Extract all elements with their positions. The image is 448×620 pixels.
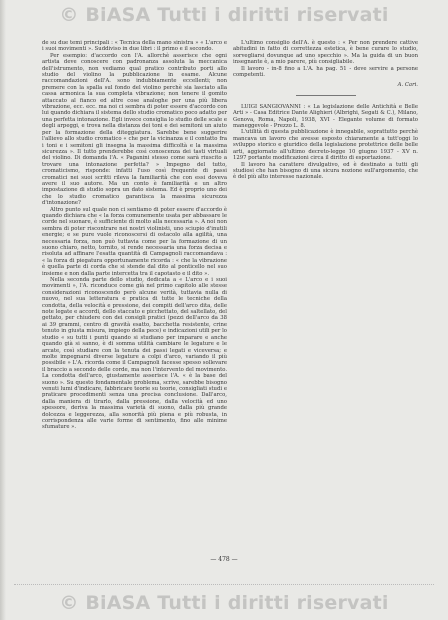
- watermark-bottom-text: © BiASA Tutti i diritti riservati: [59, 592, 389, 614]
- page-number: — 478 —: [210, 556, 238, 563]
- left-paragraph-1: de su due temi principali : « Tecnica della mano sinistra » « L'arco e i suoi movimenti ». Suddiviso in due libri : il primo e il secondo.: [42, 40, 227, 53]
- left-paragraph-3: Altro punto sul quale non ci sentiamo di poter essere d'accordo è quando dichiara che « la forza comunemente usata per abbassare le corde nel suonare, è sufficiente di molto alla necessaria ». A noi non sembra di poter riscontrare nei nostri violinisti, uno sciupio d'inutili energie; e se pure vuole riconoscersi di ostacolo alla agilità, una necessaria forza, non può tuttavia come per la formazione di un suono chiaro, netto, tornito, si rende necessaria una forza decisa e risoluta ad affinare l'esatta quantità di Campagnoli raccomandava : « la forza di piegatura opportunamente ricorda : « che la vibrazione è quella parte di corda che si stende dal dito al ponticello nel suo insieme e non dalla parte intercetta tra il capotasto e il dito ».: [42, 206, 227, 277]
- left-paragraph-4: Nella seconda parte dello studio, dedicata a « L'arco e i suoi movimenti », l'A. riconduce come già nel primo capitolo alle stesse considerazioni riconoscendo però alcune verità, tuttavia nulla di nuovo, nel sua letteratura e pratica di tutte le tecniche della condotta, della velocità e pressione, dei compiti dell'arco dita, delle note legate e accordi, dello staccato e picchettato, del saltellato, del gettato, per chiudere con dei consigli pratici (pezzi dell'arco da 38 ai 39 grammi, centro di gravità esatto, bacchetta resistente, crine tenuto in giusta misura, impiego della pece) e indicazioni utili per lo studio « su tutti i punti quando si studiano per imparare e anche quando già si sanno, è di somma utilità cambiare le legature e le arcate, così studiare con la tenuta dei passi legati e viceversa; e molte impegnarsi diverse legature a colpi d'arco, variando il più possibile » L'A. ricorda come il Campagnoli facesse spesso sollevare il braccio a secondo delle corde, ma non l'intervento del movimento. La condotta dell'arco, giustamente asserisce l'A. « è la base del suono ». Su questo fondamentale problema, scrive, sarebbe bisogno venuti lumi d'indicare, fabbricare teorie su teorie, consigliati studi e praticare procedimenti senza una precisa conclusione. Dall'arco, dalla maniera di tirarlo, dalla pressione, dalla velocità ed uno spessore, deriva la massima varietà di suono, dalla più grande dolcezza e leggerezza, alla sonorità più piena e più robusta, in corrispondenza alle varie forme di sentimento, fino alle minime sfumature ».: [42, 277, 227, 431]
- review-signature: A. Cari.: [397, 82, 418, 89]
- right-paragraph-5: Il lavoro ha carattere divulgativo, ed è destinato a tutti gli studiosi che han bisogno di una sicura nozione sull'argomento, che è del più alto interesse nazionale.: [233, 161, 418, 181]
- left-column: [42, 40, 227, 431]
- watermark-top: [0, 4, 448, 26]
- watermark-top-text: © BiASA Tutti i diritti riservati: [59, 4, 389, 26]
- watermark-bottom: [0, 592, 448, 614]
- scan-edge-shadow: [0, 0, 6, 620]
- right-paragraph-1: L'ultimo consiglio dell'A. è questo : « Per non prendere cattive abitudini in fatto di correttezza estetica, è bene curare lo studio, sorvegliarsi dovunque ad uno specchio ». Ma la guida di un buon insegnante è, a mio parere, più consigliabile.: [233, 40, 418, 66]
- right-paragraph-2: Il lavoro - in-8 fino a L'A. ha pag. 51 - deve servire a persone competenti.: [233, 65, 418, 79]
- right-column: [233, 40, 418, 181]
- right-paragraph-3: LUIGI SANGIOVANNI : « La legislazione delle Antichità e Belle Arti » - Casa Editrice Dante Alighieri (Albrighi, Segati & C.), Milano, Genova, Roma, Napoli, 1938, XVI - Elegante volume di formato maneggevole - Prezzo L. 8.: [233, 103, 418, 130]
- right-paragraph-4: L'utilità di questa pubblicazione è innegabile, soprattutto perchè mancava un lavoro che avesse esposto chiaramente a tutt'oggi lo sviluppo storico e giuridico della legislazione protettrice delle belle arti, aggiornato all'ultimo decreto-legge 10 giugno 1937 - XV n. 1297 portante modificazioni circa il diritto di esportazione.: [233, 129, 418, 162]
- left-paragraph-2: Per esempio: d'accordo con l'A. allorchè asserisce che ogni artista deve conoscere con padronanza assoluta la meccanica dell'istrumento, non vediamo qual pratico contributo porti allo studio del violino la pubblicazione in esame. Alcune raccomandazioni dell'A. sono indubbiamente eccellenti; non premere con la spalla sul fondo del violino perchè sia lasciato alla cassa armonica la sua completa vibrazione; non tenere il gomito attaccato al fianco ed altre cose analoghe per una più libera vibrazione, ecc. ecc. ma noi ci sembra di poter essere d'accordo con lui quando dichiara il sistema dello studio cromatico poco adatto per una perfetta intonazione. Egli invece consiglia lo studio delle scale e degli arpeggi, e trova nella distanza dei toni e dei semitoni un aiuto per la formazione della diteggiatura. Sarebbe bene suggerire l'allievo allo studio cromatico « che per la vicinanza e il contatto fra i toni e i semitoni gli insegna la massima difficoltà e la massima sicurezza ». Il tutto prenderebbe così conoscenza dei tasti virtuali del violino. Di domanda l'A. « Paganini stesso come sarà riuscito a trovare una intonazione perfetta? » Impegno del tutto, cromaticismo, risponde: infatti l'uso così frequente di passi cromatici nei suoi scritti rileva la familiarità che con essi doveva avere il suo autore. Ma un conto è familiarità e un altro impostazione di studio sopra un dato sistema. Ed è proprio uno dei che lo studio cromatico garantisca la massima sicurezza d'intonazione?: [42, 52, 227, 207]
- section-divider: [296, 95, 356, 96]
- bottom-divider: [14, 584, 434, 585]
